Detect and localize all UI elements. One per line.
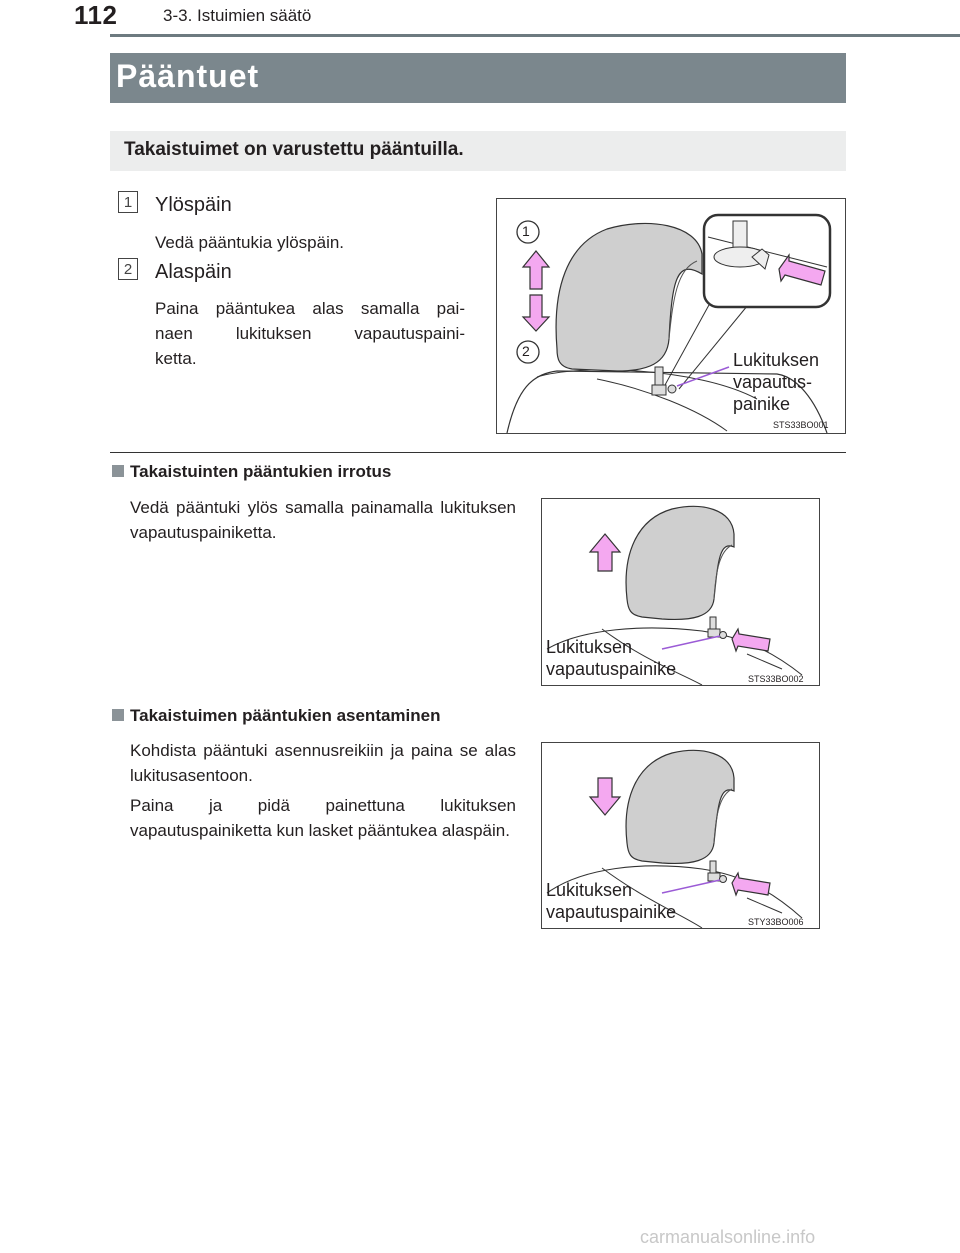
item-title-up: Ylöspäin [155, 194, 232, 216]
install-release-label-line1: Lukituksen [546, 880, 633, 900]
figure-headrest-adjust [496, 198, 846, 434]
item-text-up: Vedä pääntukia ylöspäin. [155, 233, 345, 252]
page-title: Pääntuet [116, 58, 260, 94]
item-number-2: 2 [118, 258, 138, 280]
figure-code: STS33BO001 [773, 420, 829, 430]
callout-number-1: 1 [522, 223, 530, 239]
release-button-label-line1: Lukituksen [733, 350, 820, 370]
removal-text: Vedä pääntuki ylös samalla painamalla lukituksen vapautuspainiketta. [130, 498, 516, 542]
item-text-down-line1: Paina pääntukea alas samalla pai- [155, 299, 465, 318]
figure-headrest-removal [541, 498, 820, 686]
install-figure-code: STY33BO006 [748, 917, 804, 927]
bullet-square-icon [112, 465, 124, 477]
header-rule [110, 34, 960, 37]
item-text-down [155, 296, 465, 371]
install-release-label-line2: vapautuspainike [546, 902, 677, 922]
item-text-down-line2: naen lukituksen vapautuspaini- [155, 324, 465, 343]
figure-headrest-install [541, 742, 820, 929]
removal-figure-code: STS33BO002 [748, 674, 804, 684]
install-release-label [546, 879, 676, 923]
bullet-square-icon [112, 709, 124, 721]
item-text-down-line3: ketta. [155, 349, 197, 368]
install-heading: Takaistuimen pääntukien asentaminen [112, 706, 441, 726]
install-text-2: Paina ja pidä painettuna lukituksen vapautuspainiketta kun lasket pääntukea alaspäin. [130, 796, 516, 840]
install-text-1: Kohdista pääntuki asennusreikiin ja paina se alas lukitusasentoon. [130, 741, 516, 785]
item-number-1: 1 [118, 191, 138, 213]
removal-release-label-line2: vapautuspainike [546, 659, 677, 679]
removal-heading: Takaistuinten pääntukien irrotus [112, 462, 391, 482]
release-button-label-line2: vapautus- [733, 372, 813, 392]
intro-text: Takaistuimet on varustettu pääntuilla. [124, 139, 464, 160]
removal-release-label [546, 636, 676, 680]
removal-release-label-line1: Lukituksen [546, 637, 633, 657]
release-button-label-line3: painike [733, 394, 791, 414]
callout-number-2: 2 [522, 343, 530, 359]
item-title-down: Alaspäin [155, 261, 232, 283]
page-number: 112 [74, 0, 118, 30]
section-title: 3-3. Istuimien säätö [163, 6, 312, 25]
watermark: carmanualsonline.info [640, 1227, 816, 1247]
release-button-label [733, 349, 819, 415]
section-divider [110, 452, 846, 453]
